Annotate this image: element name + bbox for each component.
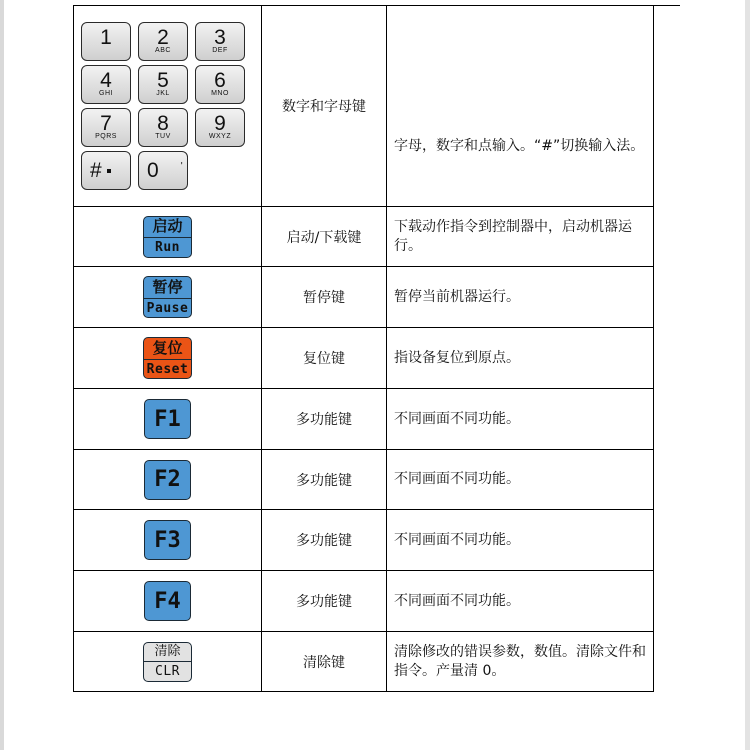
key-letters: MNO [211,89,229,97]
key-letters: DEF [212,46,228,54]
clear-key-top-label: 清除 [154,644,181,659]
key-function-table [73,5,654,692]
key-digit: 8 [157,111,169,135]
table-row-clear [74,632,654,692]
key-name-cell: 复位键 [262,328,387,389]
key-9-button[interactable] [195,108,245,147]
key-desc-cell: 指设备复位到原点。 [387,328,654,389]
reset-button[interactable] [143,337,192,379]
table-row-f3 [74,510,654,571]
key-name-cell: 暂停键 [262,267,387,328]
key-letters: GHI [99,89,113,97]
key-name-cell: 数字和字母键 [262,6,387,207]
key-desc-cell: 不同画面不同功能。 [387,571,654,632]
key-0-button[interactable] [138,151,188,190]
key-desc-cell: 不同画面不同功能。 [387,510,654,571]
key-desc-cell: 不同画面不同功能。 [387,450,654,510]
key-cell [74,267,262,328]
key-letters: PQRS [95,132,117,140]
hash-dot-button[interactable] [81,151,131,190]
clear-button[interactable] [143,642,192,682]
key-digit: 4 [100,68,112,92]
clear-key-bottom-label: CLR [144,661,191,681]
key-cell [74,328,262,389]
table-row-reset [74,328,654,389]
key-cell [74,389,262,450]
key-cell [74,571,262,632]
key-cell [74,450,262,510]
apostrophe-label: ' [180,161,183,172]
key-name-cell: 多功能键 [262,510,387,571]
key-cell [74,207,262,267]
key-4-button[interactable] [81,65,131,104]
reset-key-bottom-label: Reset [144,359,191,379]
table-row-f1 [74,389,654,450]
key-name-cell: 清除键 [262,632,387,692]
key-6-button[interactable] [195,65,245,104]
f3-button[interactable]: F3 [144,520,191,560]
f2-button[interactable]: F2 [144,460,191,500]
key-digit: 5 [157,68,169,92]
key-digit: 3 [214,25,226,49]
hash-label: # [90,158,102,182]
key-3-button[interactable] [195,22,245,61]
left-margin-strip [0,0,4,750]
key-1-button[interactable] [81,22,131,61]
key-cell [74,510,262,571]
keypad-bottom-row [81,151,261,190]
reset-key-top-label: 复位 [152,338,183,357]
key-desc-cell: 不同画面不同功能。 [387,389,654,450]
numeric-keypad [81,22,245,147]
f4-button[interactable]: F4 [144,581,191,621]
pause-button[interactable] [143,276,192,318]
key-desc-cell: 字母，数字和点输入。“#”切换输入法。 [387,6,654,207]
zero-label: 0 [147,158,159,182]
key-letters: JKL [156,89,170,97]
key-digit: 2 [157,25,169,49]
table-row-run [74,207,654,267]
pause-key-bottom-label: Pause [144,298,191,318]
key-name-cell: 多功能键 [262,450,387,510]
key-7-button[interactable] [81,108,131,147]
f1-button[interactable]: F1 [144,399,191,439]
key-desc-cell: 清除修改的错误参数，数值。清除文件和指令。产量清 0。 [387,632,654,692]
key-2-button[interactable] [138,22,188,61]
key-desc-cell: 下载动作指令到控制器中，启动机器运行。 [387,207,654,267]
key-letters: WXYZ [208,132,232,140]
key-letters: TUV [155,132,171,140]
table-top-extension-line [653,5,680,6]
key-digit: 9 [214,111,226,135]
key-5-button[interactable] [138,65,188,104]
key-8-button[interactable] [138,108,188,147]
run-button[interactable] [143,216,192,258]
dot-icon [107,169,111,173]
right-margin-strip [745,0,750,750]
key-digit: 7 [100,111,112,135]
key-digit: 6 [214,68,226,92]
table-row-keypad [74,6,654,207]
pause-key-top-label: 暂停 [152,277,183,296]
key-desc-cell: 暂停当前机器运行。 [387,267,654,328]
table-row-f4 [74,571,654,632]
key-letters: ABC [155,46,171,54]
run-key-top-label: 启动 [152,217,183,235]
key-cell [74,632,262,692]
keypad-cell [74,6,262,207]
run-key-bottom-label: Run [144,237,191,257]
key-name-cell: 多功能键 [262,571,387,632]
key-name-cell: 多功能键 [262,389,387,450]
table-row-pause [74,267,654,328]
key-name-cell: 启动/下载键 [262,207,387,267]
key-digit: 1 [100,25,112,49]
table-row-f2 [74,450,654,510]
